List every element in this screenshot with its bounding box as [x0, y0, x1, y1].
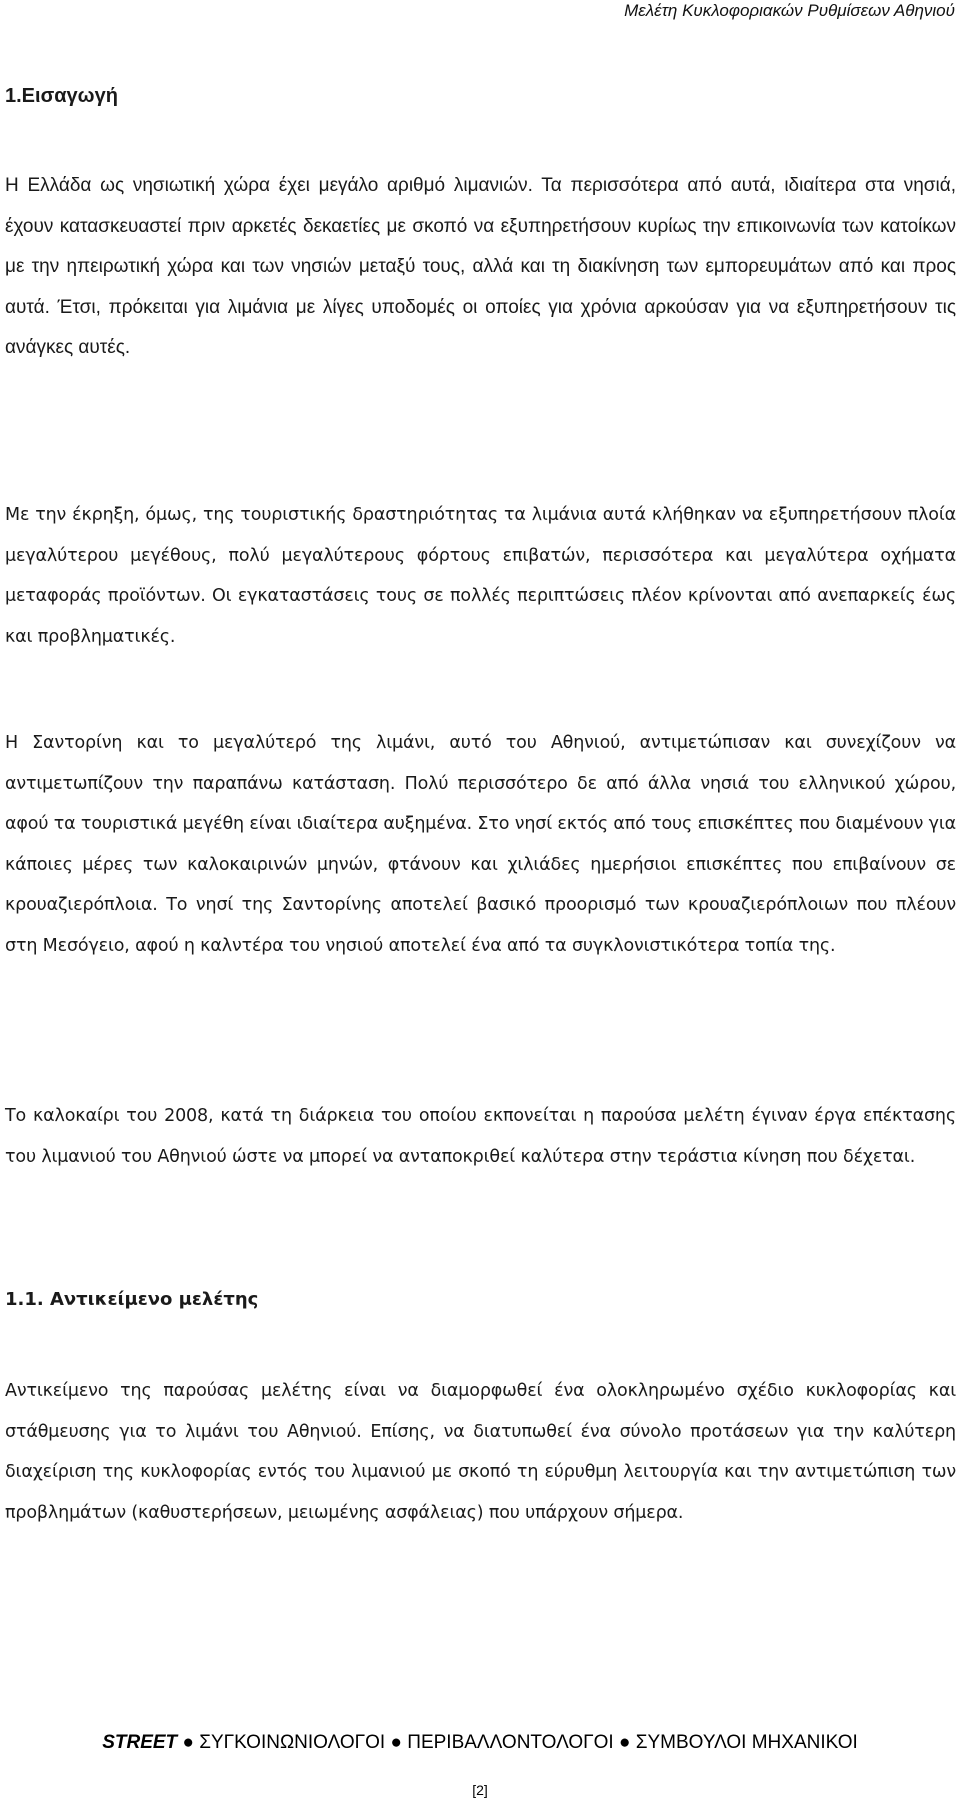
page-footer	[0, 1731, 960, 1755]
footer-item: ΣΥΓΚΟΙΝΩΝΙΟΛΟΓΟΙ	[199, 1732, 386, 1753]
paragraph: Η Ελλάδα ως νησιωτική χώρα έχει μεγάλο αριθμό λιμανιών. Τα περισσότερα από αυτά, ιδιαίτερα στα νησιά, έχουν κατασκευαστεί πριν αρκετές δεκαετίες με σκοπό να εξυπηρετήσουν κυρίως την επικοινωνία των κατοίκων με την ηπειρωτική χώρα και των νησιών μεταξύ τους, αλλά και τη διακίνηση των εμπορευμάτων από και προς αυτά. Έτσι, πρόκειται για λιμάνια με λίγες υποδομές οι οποίες για χρόνια αρκούσαν για να εξυπηρετήσουν τις ανάγκες αυτές.	[5, 175, 956, 358]
page-number: [2]	[472, 1782, 488, 1798]
bullet-separator: ●	[390, 1732, 402, 1753]
footer-item: ΣΥΜΒΟΥΛΟΙ ΜΗΧΑΝΙΚΟΙ	[635, 1732, 858, 1753]
bullet-separator: ●	[618, 1732, 631, 1753]
paragraph: Η Σαντορίνη και το μεγαλύτερό της λιμάνι, αυτό του Αθηνιού, αντιμετώπισαν και συνεχίζουν να αντιμετωπίζουν την παραπάνω κατάσταση. Πολύ περισσότερο δε από άλλα νησιά του ελληνικού χώρου, αφού τα τουριστικά μεγέθη είναι ιδιαίτερα αυξημένα. Στο νησί εκτός από τους επισκέπτες που διαμένουν για κάποιες μέρες των καλοκαιρινών μηνών, φτάνουν και χιλιάδες ημερήσιοι επισκέπτες που επιβαίνουν σε κρουαζιερόπλοια. Το νησί της Σαντορίνης αποτελεί βασικό προορισμό των κρουαζιερόπλοιων που πλέουν στη Μεσόγειο, αφού η καλντέρα του νησιού αποτελεί ένα από τα συγκλονιστικότερα τοπία της.	[5, 733, 956, 956]
paragraph: Με την έκρηξη, όμως, της τουριστικής δραστηριότητας τα λιμάνια αυτά κλήθηκαν να εξυπηρετήσουν πλοία μεγαλύτερου μεγέθους, πολύ μεγαλύτερους φόρτους επιβατών, περισσότερα και μεγαλύτερα οχήματα μεταφοράς προϊόντων. Οι εγκαταστάσεις τους σε πολλές περιπτώσεις πλέον κρίνονται από ανεπαρκείς έως και προβληματικές.	[5, 505, 956, 647]
paragraph: Το καλοκαίρι του 2008, κατά τη διάρκεια του οποίου εκπονείται η παρούσα μελέτη έγιναν έργα επέκτασης του λιμανιού του Αθηνιού ώστε να μπορεί να ανταποκριθεί καλύτερα στην τεράστια κίνηση που δέχεται.	[5, 1106, 956, 1167]
bullet-separator: ●	[182, 1732, 194, 1753]
running-header: Μελέτη Κυκλοφοριακών Ρυθμίσεων Αθηνιού	[624, 1, 955, 20]
footer-item: ΠΕΡΙΒΑΛΛΟΝΤΟΛΟΓΟΙ	[407, 1732, 614, 1753]
section-heading: 1.Εισαγωγή	[5, 85, 118, 107]
subsection-heading: 1.1. Αντικείμενο μελέτης	[5, 1289, 259, 1310]
footer-brand: STREET	[102, 1732, 178, 1753]
paragraph: Αντικείμενο της παρούσας μελέτης είναι να διαμορφωθεί ένα ολοκληρωμένο σχέδιο κυκλοφορίας και στάθμευσης για το λιμάνι του Αθηνιού. Επίσης, να διατυπωθεί ένα σύνολο προτάσεων για την καλύτερη διαχείριση της κυκλοφορίας εντός του λιμανιού με σκοπό τη εύρυθμη λειτουργία και την αντιμετώπιση των προβλημάτων (καθυστερήσεων, μειωμένης ασφάλειας) που υπάρχουν σήμερα.	[5, 1381, 956, 1523]
